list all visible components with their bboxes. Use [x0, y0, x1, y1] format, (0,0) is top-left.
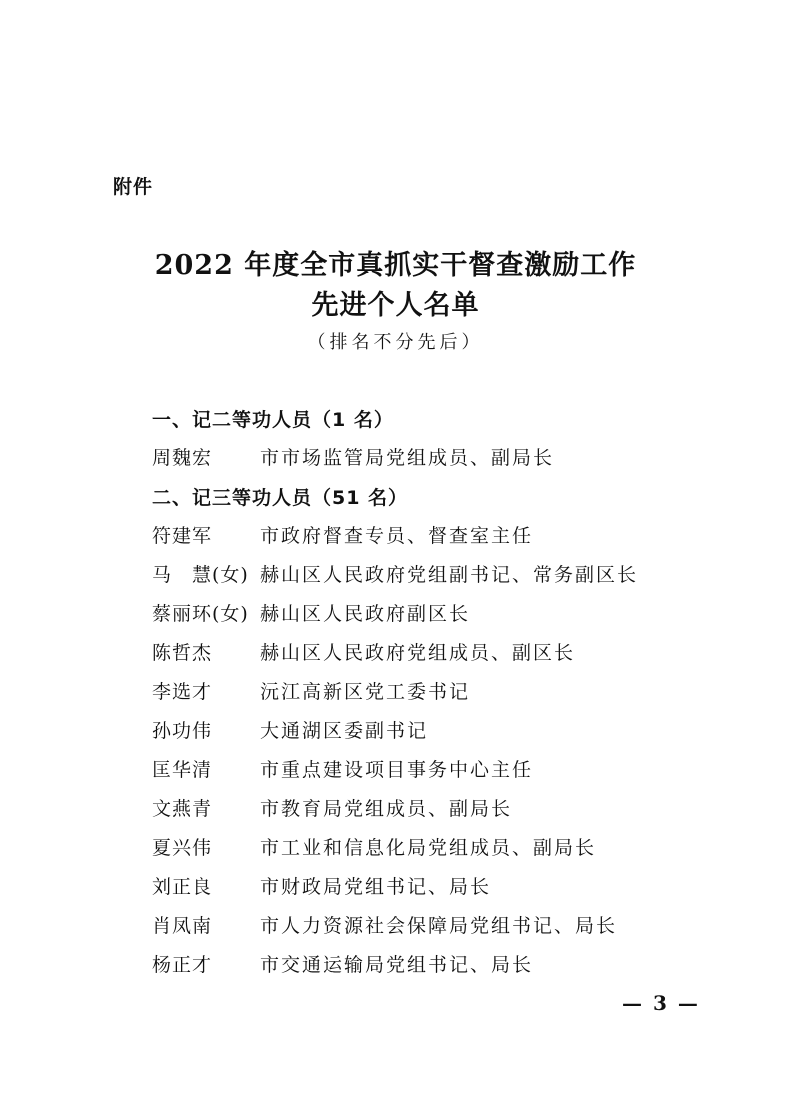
person-title: 赫山区人民政府副区长 [260, 603, 471, 625]
person-name: 匡华清 [152, 759, 213, 781]
list-item [152, 560, 692, 588]
person-name: 刘正良 [152, 876, 213, 898]
person-name: 周魏宏 [152, 447, 213, 469]
list-item [152, 950, 692, 978]
person-title: 市政府督查专员、督查室主任 [260, 525, 534, 547]
person-name: 肖凤南 [152, 915, 213, 937]
person-title: 市财政局党组书记、局长 [260, 876, 492, 898]
person-name: 孙功伟 [152, 720, 213, 742]
person-title: 市人力资源社会保障局党组书记、局长 [260, 915, 618, 937]
person-name: 文燕青 [152, 798, 213, 820]
list-item [152, 833, 692, 861]
page-number: — 3 — [622, 991, 700, 1015]
person-name: 蔡丽环(女) [152, 603, 249, 625]
attachment-label: 附件 [113, 176, 154, 198]
person-title: 市重点建设项目事务中心主任 [260, 759, 534, 781]
list-item [152, 638, 692, 666]
list-item [152, 599, 692, 627]
person-title: 市教育局党组成员、副局长 [260, 798, 513, 820]
list-item [152, 716, 692, 744]
person-name: 夏兴伟 [152, 837, 213, 859]
person-name: 马 慧(女) [152, 564, 249, 586]
list-item [152, 794, 692, 822]
list-item [152, 521, 692, 549]
person-title: 市交通运输局党组书记、局长 [260, 954, 534, 976]
list-item [152, 677, 692, 705]
person-title: 赫山区人民政府党组成员、副区长 [260, 642, 576, 664]
list-item [152, 911, 692, 939]
person-name: 杨正才 [152, 954, 213, 976]
person-title: 沅江高新区党工委书记 [260, 681, 471, 703]
document-title-line-1: 2022 年度全市真抓实干督查激励工作 [154, 250, 637, 281]
section-heading-second-class: 一、记二等功人员（1 名） [152, 409, 394, 431]
person-title: 市工业和信息化局党组成员、副局长 [260, 837, 597, 859]
person-title: 市市场监管局党组成员、副局长 [260, 447, 555, 469]
list-item [152, 443, 692, 471]
section-heading-third-class: 二、记三等功人员（51 名） [152, 487, 409, 509]
person-name: 李选才 [152, 681, 213, 703]
person-title: 大通湖区委副书记 [260, 720, 429, 742]
document-title-line-2: 先进个人名单 [311, 290, 480, 321]
person-name: 陈哲杰 [152, 642, 213, 664]
person-name: 符建军 [152, 525, 213, 547]
list-item [152, 755, 692, 783]
list-item [152, 872, 692, 900]
document-subtitle: （排名不分先后） [307, 332, 484, 353]
person-title: 赫山区人民政府党组副书记、常务副区长 [260, 564, 639, 586]
